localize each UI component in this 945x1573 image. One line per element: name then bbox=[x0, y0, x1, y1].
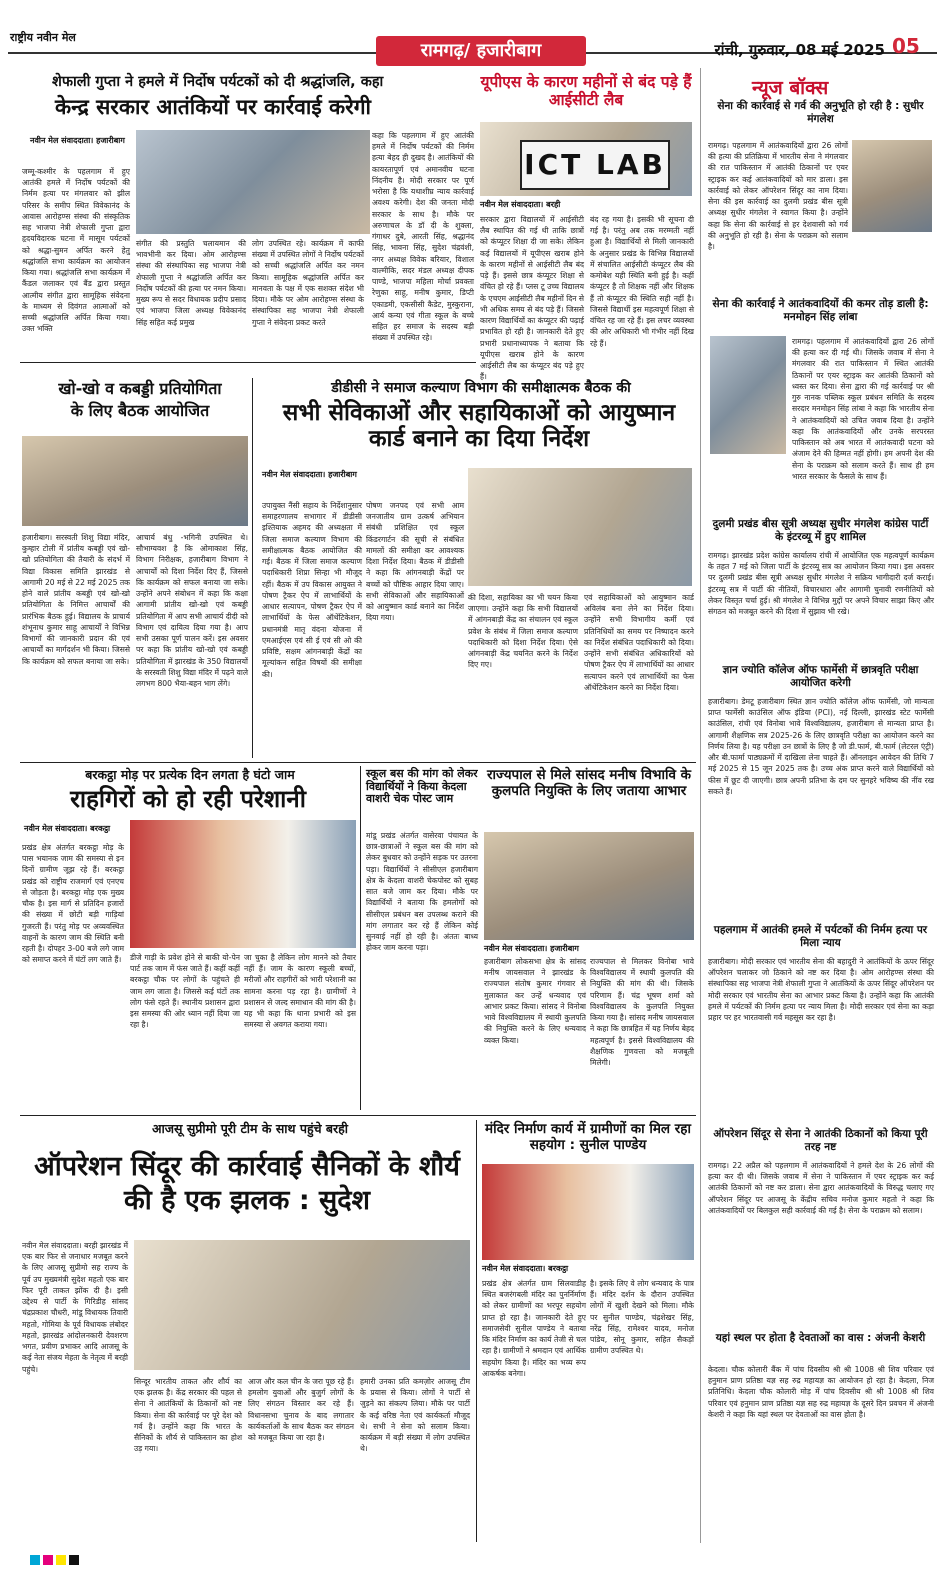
a8-body-col2: सिन्दूर भारतीय ताकत और शौर्य का एक झलक है। केंद्र सरकार की पहल से सेना ने आतंकियों के ठिकानों को नष्ट किया। सेना की कार्रवाई पर पूरे देश को गर्व है। उन्होंने कहा कि भारत के सैनिकों के शौर्य से पाकिस्तान का होश उड़ गया। bbox=[134, 1377, 242, 1454]
a7-body-col2: राज्यपाल से मिलकर विनोबा भावे विश्वविद्यालय में स्थायी कुलपति की नियुक्ति की मांग की थी। जिसके परिणाम हैं। चंद्र भूषण शर्मा को विश्वविद्यालय के कुलपति नियुक्त किया गया है। सांसद मनीष जायसवाल ने कहा कि छात्रहित में यह निर्णय बेहद महत्वपूर्ण है। इससे विश्वविद्यालय की शैक्षणिक गुणवत्ता को मजबूती मिलेगी। bbox=[590, 957, 695, 1068]
a7-byline: नवीन मेल संवाददाता। हजारीबाग bbox=[484, 944, 579, 953]
black-mark bbox=[69, 1555, 79, 1565]
a6-body: मांडू प्रखंड अंतर्गत वासेरवा पंचायत के छात्र-छात्राओं ने स्कूल बस की मांग को लेकर बुधवार को उन्होंने सड़क पर उतरना पड़ा। विद्यार्थियों ने सीसीएल हजारीबाग क्षेत्र के केदला वाशरी चेकपोस्ट को सुबह सात बजे जाम कर दिया। मौके पर विद्यार्थियों ने बताया कि हमलोगों को सीसीएल प्रबंधन बस उपलब्ध कराने की मांग लगातार कर रहे हैं लेकिन कोई सुनवाई नहीं हो रही है। अंततः बाध्य होकर जाम करना पड़ा। bbox=[366, 831, 478, 953]
ict-lab-sign: ICT LAB bbox=[520, 140, 670, 190]
a4-byline: नवीन मेल संवाददाता। हजारीबाग bbox=[262, 470, 357, 479]
section-title: रामगढ़/ हजारीबाग bbox=[376, 36, 586, 66]
a4-photo-meeting bbox=[468, 468, 692, 586]
a8-headline: ऑपरेशन सिंदूर की कार्रवाई सैनिकों के शौर्य की है एक झलक : सुदेश bbox=[34, 1151, 460, 1216]
a5-photo-traffic bbox=[130, 820, 356, 948]
magenta-mark bbox=[43, 1555, 53, 1565]
n2-portrait bbox=[710, 336, 786, 454]
a4-body-col1: उपायुक्त नैंसी सहाय के निर्देशानुसार समाहरणालय सभागार में डीडीसी इश्तियाक अहमद की अध्यक्षता में जिला समाज कल्याण विभाग की समीक्षात्मक बैठक आयोजित की गई। बैठक में जिला समाज कल्याण पदाधिकारी शिप्रा सिन्हा भी मौजूद रहीं। बैठक में उप विकास आयुक्त ने पोषण ट्रैकर ऐप में लाभार्थियों के आधार सत्यापन, पोषण ट्रैकर ऐप में लाभार्थियों के फेस ऑथेंटिकेशन, प्रधानमंत्री मातृ वंदना योजना में एमआईएस एवं सी ई एवं सी ओ की प्रविष्टि, सक्षम आंगनबाड़ी केंद्रों का मूल्यांकन सहित विषयों की समीक्षा की। bbox=[262, 501, 362, 679]
a3-headline-2: के लिए बैठक आयोजित bbox=[70, 401, 210, 420]
a4-body-col4: एवं सहायिकाओं को आयुष्मान कार्ड अविलंब बना लेने का निर्देश दिया। उन्होंने सभी विभागीय कर्मी एवं प्रतिनिधियों का समय पर निष्पादन करने का निर्देश संबंधित पदाधिकारी को दिया। उन्होंने सभी संबंधित अधिकारियों को पोषण ट्रैकर ऐप में लाभार्थियों का आधार सत्यापन करने एवं लाभार्थियों का फेस ऑथेंटिकेशन करने का निर्देश दिया। bbox=[584, 593, 694, 692]
n2-headline: सेना की कार्रवाई ने आतंकवादियों की कमर तोड़ डाली है: मनमोहन सिंह लांबा bbox=[712, 298, 929, 324]
a3-photo-meeting bbox=[22, 436, 248, 526]
n7-headline: यहां स्थल पर होता है देवताओं का वास : अंजनी केशरी bbox=[715, 1332, 926, 1344]
divider bbox=[476, 1120, 477, 1542]
a5-headline: राहगिरों को हो रही परेशानी bbox=[70, 785, 306, 813]
n1-body: रामगढ़। पहलगाम में आतंकवादियों द्वारा 26 लोगों की हत्या की प्रतिक्रिया में भारतीय सेना ने मंगलवार की रात पाकिस्तान में आतंकी ठिकानों पर एयर स्ट्राइक कर कई आतंकवादियों को मार डाला। इस कार्रवाई को लेकर ऑपरेशन सिंदूर का नाम दिया। सेना की इस कार्रवाई का दुलमी प्रखंड बीस सूत्री अध्यक्ष सुधीर मंगलेश ने स्वागत किया है। उन्होंने कहा कि सेना की कार्रवाई से हर देशवासी को गर्व की अनुभूति हो रही है। सेना के पराक्रम को सलाम है। bbox=[708, 141, 848, 252]
n5-headline: पहलगाम में आतंकी हमले में पर्यटकों की निर्मम हत्या पर मिला न्याय bbox=[713, 924, 928, 950]
cyan-mark bbox=[30, 1555, 40, 1565]
a8-kicker: आजसू सुप्रीमो पूरी टीम के साथ पहुंचे बरही bbox=[151, 1121, 348, 1136]
n7-body: केदला। चौक कोलारी बैंक में पांच दिवसीय श्री श्री 1008 श्री शिव परिवार एवं हनुमान प्राण प्रतिष्ठा यज्ञ सह रुद्र महायज्ञ का आयोजन हो रहा है। केदला, निज प्रतिनिधि। केदला चौक कोलारी मोड़ में पांच दिवसीय श्री श्री 1008 श्री शिव परिवार एवं हनुमान प्राण प्रतिष्ठा यज्ञ सह रुद्र महायज्ञ के दूसरे दिन प्रवचन में अंजनी केशरी ने कहा कि यहां स्थल पर देवताओं का वास होता है। bbox=[708, 1365, 934, 1419]
a1-photo-tribute bbox=[136, 130, 370, 234]
a4-body-col2: पोषण जनपद एवं सभी आम जनजातीय ग्राम उत्कर्ष अभियान संबंधी प्रशिक्षित एवं स्कूल किंडरगार्टन की सूची से संबंधित मामलों की समीक्षा कर आवश्यक दिशा निर्देश दिया। बैठक में डीडीसी ने कहा कि आंगनबाड़ी केंद्रों पर बच्चों को पौष्टिक आहार दिया जाए। सभी सेविकाओं और सहायिकाओं को आयुष्मान कार्ड बनाने का निर्देश दिया गया। bbox=[366, 501, 464, 623]
a1-body-col2: संगीत की प्रस्तुति चलायमान की भावभीनी कर दिया। ओम आरोहण्स संस्था की संस्थापिका सह भाजपा नेत्री शेफाली गुप्ता ने श्रद्धांजलि अर्पित कर निर्दोष पर्यटकों की हत्या पर नमन किया। मुख्य रूप से सदर विधायक प्रदीप प्रसाद एवं भाजपा जिला अध्यक्ष विवेकानंद सिंह सहित कई प्रमुख bbox=[136, 239, 246, 327]
a7-photo bbox=[484, 832, 694, 940]
n4-body: हजारीबाग। डेमटू हजारीबाग स्थित ज्ञान ज्योति कॉलेज ऑफ फार्मेसी, जो मान्यता प्राप्त फार्मेसी काउंसिल ऑफ इंडिया (PCI), नई दिल्ली, झारखंड स्टेट फार्मेसी काउंसिल, रांची एवं विनोबा भावे विश्वविद्यालय, हजारीबाग से मान्यता प्राप्त है। आगामी शैक्षणिक सत्र 2025-26 के लिए छात्रवृति परीक्षा का आयोजन करने का निर्णय लिया है। यह परीक्षा उन छात्रों के लिए है जो डी.फार्म, बी.फार्म (लेटरल एंट्री) और बी.फार्मा पाठ्यक्रमों में दाखिला लेना चाहते हैं। ऑनलाइन आवेदन की तिथि 7 मई 2025 से 15 जून 2025 तक है। उच्च अंक प्राप्त करने वाले विद्यार्थियों को फीस में छूट दी जाएगी। छात्र अपनी प्रतिभा के दम पर सुनहरे भविष्य की नींव रख सकते हैं। bbox=[708, 697, 934, 796]
a5-body-col3: जा चुका है लेकिन लोग मानने को तैयार नहीं हैं। जाम के कारण स्कूली बच्चों, मरीजों और राहगीरों को भारी परेशानी का सामना करना पड़ रहा है। ग्रामीणों ने प्रशासन से जल्द समाधान की मांग की है। यह भी कहा कि थाना प्रभारी को इस समस्या से अवगत कराया गया। bbox=[244, 953, 356, 1030]
newspaper-logo: राष्ट्रीय नवीन मेल bbox=[10, 31, 76, 44]
n3-body: रामगढ़। झारखंड प्रदेश कांग्रेस कार्यालय रांची में आयोजित एक महत्वपूर्ण कार्यक्रम के तहत 7 मई को जिला पार्टी के इंटरव्यू सत्र का आयोजन किया गया। इस अवसर पर दुलमी प्रखंड बीस सूत्री अध्यक्ष सुधीर मंगलेश ने सक्रिय भागीदारी दर्ज कराई। इंटरव्यू सत्र में पार्टी की नीतियों, विचारधारा और आगामी चुनावी रणनीतियों को लेकर विस्तृत चर्चा हुई। श्री मंगलेश ने विभिन्न मुद्दों पर अपने विचार साझा किए और संगठन को मजबूत करने की दिशा में सुझाव भी रखे। bbox=[708, 551, 934, 617]
divider bbox=[20, 1115, 696, 1116]
divider bbox=[252, 378, 253, 758]
n2-body: रामगढ़। पहलगाम में आतंकवादियों द्वारा 26 लोगों की हत्या कर दी गई थी। जिसके जवाब में सेना ने मंगलवार की रात पाकिस्तान में स्थित आतंकी ठिकानों पर एयर स्ट्राइक कर आतंकी ठिकानों को ध्वस्त कर दिया। सेना द्वारा की गई कार्रवाई पर श्री गुरु नानक पब्लिक स्कूल प्रबंधन समिति के सदस्य सरदार मनमोहन सिंह लांबा ने कहा कि भारतीय सेना ने आतंकवादियों को उचित जवाब दिया है। उन्होंने कहा कि आतंकवादियों और उनके सरपरस्त पाकिस्तान को अब भारत में आतंकवादी घटना को अंजाम देने की हिम्मत नहीं होगी। हम अपनी देश की सेना के पराक्रम को सलाम करते हैं। साथ ही हम भारत सरकार के फैसले के साथ हैं। bbox=[792, 337, 934, 481]
a1-byline: नवीन मेल संवाददाता। हजारीबाग bbox=[30, 136, 125, 145]
a7-body-col1: हजारीबाग लोकसभा क्षेत्र के सांसद मनीष जायसवाल ने झारखंड के राज्यपाल संतोष कुमार गंगवार से मुलाकात कर उन्हें धन्यवाद एवं आभार प्रकट किया। सांसद ने विनोबा भावे विश्वविद्यालय में स्थायी कुलपति की नियुक्ति करने के लिए धन्यवाद व्यक्त किया। bbox=[484, 957, 586, 1045]
n6-body: रामगढ़। 22 अप्रैल को पहलगाम में आतंकवादियों ने हमले देश के 26 लोगों की हत्या कर दी थी। जिसके जवाब में सेना ने पाकिस्तान में एयर स्ट्राइक कर कई आतंकी ठिकानों को नष्ट कर डाला। सेना द्वारा आतंकवादियों के विरुद्ध चलाए गए ऑपरेशन सिंदूर पर आजसू के केंद्रीय सचिव मनोज कुमार महतो ने कहा कि आतंकवादियों पर बिलकुल सही कार्रवाई की गई है। सेना के पराक्रम को सलाम। bbox=[708, 1161, 934, 1215]
a5-body-col1: प्रखंड क्षेत्र अंतर्गत बरकट्ठा मोड़ के पास भयानक जाम की समस्या से इन दिनों ग्रामीण जूझ रहे हैं। बरकट्ठा प्रखंड को राष्ट्रीय राजमार्ग एवं एनएच से जोड़ता है। बरकट्ठा मोड़ एक मुख्य चौक है। इस मार्ग से प्रतिदिन हजारों की संख्या में छोटी बड़ी गाड़ियां गुजरती हैं। परंतु मोड़ पर अव्यवस्थित वाहनों के कारण जाम की स्थिति बनी रहती है। दोपहर 3-00 बजे लगे जाम को समाप्त करने में घंटों लग जाते हैं। bbox=[22, 843, 124, 965]
a4-body-col3: की दिशा, सहायिका का भी चयन किया जाएगा। उन्होंने कहा कि सभी विद्यालयों में आंगनबाड़ी केंद्र का संचालन एवं स्कूल प्रवेश के संबंध में जिला समाज कल्याण पदाधिकारी को दिशा निर्देश दिया। ऐसे आंगनबाड़ी केंद्र चयनित करने के निर्देश दिए गए। bbox=[468, 593, 578, 670]
n4-headline: ज्ञान ज्योति कॉलेज ऑफ फार्मेसी में छात्रवृति परीक्षा आयोजित करेगी bbox=[722, 664, 919, 690]
n5-body: हजारीबाग। मोदी सरकार एवं भारतीय सेना की बहादुरी ने आतंकियों के ऊपर सिंदूर ऑपरेशन चलाकर जो ठिकाने को नष्ट कर दिया है। ओम आरोहण्स संस्था की संस्थापिका सह भाजपा नेत्री शेफाली गुप्ता ने आतंकियों के ऊपर सिंदूर ऑपरेशन पर मोदी सरकार एवं भारतीय सेना का आभार प्रकट किया है। उन्होंने कहा कि आतंकी हमले में पर्यटकों की निर्मम हत्या पर न्याय मिला है। मोदी सरकार एवं सेना का कड़ा प्रहार पर हर भारतवासी गर्व महसूस कर रहा है। bbox=[708, 957, 934, 1023]
a5-body-col2: डीजे गाड़ी के प्रवेश होने से बाकी यो-पेन पार्ट तक जाम में फंस जाते हैं। कहीं कहीं बरकट्ठा चौक पर लोगों के पहुंचते ही जाम लग जाता है। जिससे कई घंटों तक लोग फंसे रहते हैं। स्थानीय प्रशासन द्वारा इस समस्या की ओर ध्यान नहीं दिया जा रहा है। bbox=[130, 953, 240, 1030]
n1-headline: सेना की कार्रवाई से गर्व की अनुभूति हो रही है : सुधीर मंगलेश bbox=[717, 100, 924, 126]
a2-body-col2: बंद रह गया है। इसकी भी सूचना दी गई है। परंतु अब तक मरम्मती नहीं हुआ है। विद्यार्थियों से मिली जानकारी के अनुसार प्रखंड के विभिन्न विद्यालयों में संचालित आईसीटी कंप्यूटर लैब की कमोबेश यही स्थिति बनी हुई है। कहीं कंप्यूटर है तो शिक्षक नहीं और शिक्षक हैं तो कंप्यूटर की स्थिति सही नहीं है। जिससे विद्यार्थी इस महत्वपूर्ण शिक्षा से वंचित रह जा रहे हैं। इस लचर व्यवस्था की ओर अधिकारी भी गंभीर नहीं दिख रहे हैं। bbox=[590, 215, 694, 348]
a1-body-col4: कहा कि पहलगाम में हुए आतंकी हमले में निर्दोष पर्यटकों की निर्मम हत्या बेहद ही दुखद है। आतंकियों की कायरतापूर्ण एवं अमानवीय घटना निंदनीय है। मोदी सरकार पर पूर्ण भरोसा है कि यथाशीघ्र न्याय कार्रवाई अवश्य करेगी। देश की जनता मोदी सरकार के साथ है। मौके पर अरुणाचल के डॉ दी के शुक्ला, गंगाधर दुबे, आरती सिंह, श्रद्धानंद सिंह, भावना सिंह, सुदेश चंद्रवंशी, नगर अध्यक्ष विवेक बरियार, विशाल वाल्मीकि, सदर मंडल अध्यक्ष दीपक पाण्डे, भाजपा महिला मोर्चा प्रवक्ता रेणुका साहू, मनीष कुमार, डिप्टी एकाडमी, एकसीसी कैडेट, मुस्कुराना, आर्य कन्या एवं गीता स्कूल के बच्चे सहित हर समाज के सदस्य बड़ी संख्या में उपस्थित रहे। bbox=[372, 131, 474, 343]
a7-headline: राज्यपाल से मिले सांसद मनीष विभावि के कुलपति नियुक्ति के लिए जताया आभार bbox=[486, 767, 692, 799]
a5-kicker: बरकट्ठा मोड़ पर प्रत्येक दिन लगता है घंटो जाम bbox=[85, 767, 295, 782]
a2-byline: नवीन मेल संवाददाता। बरही bbox=[480, 200, 561, 209]
a5-byline: नवीन मेल संवाददाता। बरकट्ठा bbox=[24, 824, 111, 833]
a9-photo bbox=[482, 1164, 694, 1260]
a1-body-col1: जम्मू-कश्मीर के पहलगाम में हुए आतंकी हमले में निर्दोष पर्यटकों की निर्मम हत्या पर मंगलवार को झील परिसर के समीप स्थित विवेकानंद के आवास आरोहण्स संस्था की संस्कृतिक सह भाजपा नेत्री शेफाली गुप्ता द्वारा हृदयविदारक घटना में मासूम पर्यटकों को श्रद्धा-सुमन अर्पित करने हेतु श्रद्धांजलि सभा कार्यक्रम का आयोजन किया गया। श्रद्धांजलि सभा कार्यक्रम में कैंडल जलाकर एवं बैंड द्वारा प्रस्तुत आत्मीय संगीत द्वारा सामूहिक संवेदना के माध्यम से दिवंगत आत्माओं को सच्ची श्रद्धांजलि अर्पित किया गया। उक्त भक्ति bbox=[22, 167, 130, 334]
divider bbox=[20, 362, 476, 363]
a9-body-col1: प्रखंड क्षेत्र अंतर्गत ग्राम सिलवाडीह स्थित बजरंगबली मंदिर का पुनर्निर्माण को लेकर ग्रामीणों का भरपूर सहयोग प्राप्त हो रहा है। जानकारी देते हुए समाजसेवी सुनील पाण्डेय ने बताया कि मंदिर निर्माण का कार्य तेजी से चल रहा है। ग्रामीणों ने श्रमदान एवं आर्थिक सहयोग किया है। मंदिर का भव्य रूप आकर्षक बनेगा। bbox=[482, 1279, 586, 1378]
dateline: रांची, गुरुवार, 08 मई 2025 bbox=[714, 41, 885, 59]
n3-headline: दुलमी प्रखंड बीस सूत्री अध्यक्ष सुधीर मंगलेश कांग्रेस पार्टी के इंटरव्यू में हुए शामिल bbox=[712, 518, 929, 544]
a4-headline: सभी सेविकाओं और सहायिकाओं को आयुष्मान कार्ड बनाने का दिया निर्देश bbox=[282, 400, 676, 453]
divider bbox=[360, 766, 361, 1110]
a6-kicker: स्कूल बस की मांग को लेकर विद्यार्थियों ने किया केदला वाशरी चेक पोस्ट जाम bbox=[366, 767, 478, 806]
divider bbox=[20, 762, 696, 763]
a9-byline: नवीन मेल संवाददाता। बरकट्ठा bbox=[482, 1264, 569, 1273]
a3-headline-1: खो-खो व कबड्डी प्रतियोगिता bbox=[58, 379, 222, 398]
page-number: 05 bbox=[892, 34, 920, 58]
a9-headline: मंदिर निर्माण कार्य में ग्रामीणों का मिल रहा सहयोग : सुनील पाण्डेय bbox=[485, 1121, 691, 1153]
a1-headline: केन्द्र सरकार आतंकियों पर कार्रवाई करेगी bbox=[55, 95, 371, 119]
n1-portrait bbox=[852, 140, 932, 232]
news-box-title: न्यूज बॉक्स bbox=[752, 77, 829, 99]
a2-body-col1: सरकार द्वारा विद्यालयों में आईसीटी लैब स्थापित की गई थी ताकि छात्रों को कंप्यूटर शिक्षा दी जा सके। लेकिन कई विद्यालयों में यूपीएस खराब होने के कारण महीनों से आईसीटी लैब बंद पड़े हैं। इससे छात्र कंप्यूटर शिक्षा से वंचित हो रहे हैं। प्लस टू उच्च विद्यालय के एचएम आईसीटी लैब महीनों दिन से भी अधिक समय से बंद पड़े हैं। जिससे कारण विद्यार्थियों का कंप्यूटर की पढ़ाई प्रभावित हो रही है। जानकारी देते हुए प्रभारी प्रधानाध्यापक ने बताया कि यूपीएस खराब होने के कारण आईसीटी लैब का कंप्यूटर बंद पड़े हुए हैं। bbox=[480, 215, 585, 382]
a2-headline: यूपीएस के कारण महीनों से बंद पड़े हैं आईसीटी लैब bbox=[480, 73, 692, 109]
a4-kicker: डीडीसी ने समाज कल्याण विभाग की समीक्षात्मक बैठक की bbox=[331, 380, 631, 396]
a1-body-col3: लोग उपस्थित रहे। कार्यक्रम में काफी संख्या में उपस्थित लोगों ने निर्दोष पर्यटकों को सच्ची श्रद्धांजलि अर्पित कर नमन किया। सामूहिक श्रद्धांजलि अर्पित कर मानवता के पक्ष में एक सशक्त संदेश भी दिया। मौके पर ओम आरोहण्स संस्था के संस्थापिका सह भाजपा नेत्री शेफाली गुप्ता ने संवेदना प्रकट करते bbox=[252, 239, 364, 327]
n6-headline: ऑपरेशन सिंदूर से सेना ने आतंकी ठिकानों को किया पूरी तरह नष्ट bbox=[713, 1128, 928, 1154]
yellow-mark bbox=[56, 1555, 66, 1565]
a9-body-col2: है। इसके लिए वे लोग धन्यवाद के पात्र हैं। मंदिर दर्शन के दौरान उपस्थित लोगों में खुशी देखने को मिला। मौके पर सुनील पाण्डेय, चंद्रशेखर सिंह, नरेंद्र सिंह, रामेश्वर यादव, मनोज पांडेय, सोनू कुमार, सहित सैकड़ों ग्रामीण उपस्थित थे। bbox=[590, 1279, 694, 1356]
print-registration-marks bbox=[30, 1550, 920, 1560]
a8-photo-group bbox=[134, 1240, 470, 1370]
a8-body-col1: नवीन मेल संवाददाता। बरही झारखंड में एक बार फिर से जनाधार मजबूत करने के लिए आजसू सुप्रीमो सह राज्य के पूर्व उप मुख्यमंत्री सुदेश महतो एक बार फिर पूरी ताकत झोंक दी है। इसी उद्देश्य से पार्टी के गिरिडीह सांसद चंद्रप्रकाश चौधरी, मांडू विधायक तिवारी महतो, गोमिया के पूर्व विधायक लंबोदर महतो, झारखंड आंदोलनकारी देवशरण भगत, प्रवीण प्रभाकर आदि आजसू के कई नेता संजय मेहता के नेतृत्व में बरही पहुंचे। bbox=[22, 1241, 128, 1374]
a3-body-col1: हजारीबाग। सरस्वती शिशु विद्या मंदिर, कुम्हार टोली में प्रांतीय कबड्डी एवं खो-खो प्रतियोगिता की तैयारी के संदर्भ में विद्या विकास समिति झारखंड से आगामी 20 मई से 22 मई 2025 तक होने वाले प्रांतीय कबड्डी एवं खो-खो प्रतियोगिता के निमित्त आचार्यों की प्रारंभिक बैठक हुई। विद्यालय के प्राचार्य शंभूनाथ कुमार साहू आचार्यों ने विभिन्न विभागों की जानकारी प्रदान की एवं आचार्यों का मार्गदर्शन भी किया। जिससे कि कार्यक्रम को सफल बनाया जा सके। bbox=[22, 533, 130, 666]
a8-body-col4: हमारी उनका प्रति कमज़ोर आजसू टीम के प्रयास से किया। लोगों ने पार्टी से जुड़ने का संकल्प लिया। मौके पर पार्टी के कई वरिष्ठ नेता एवं कार्यकर्ता मौजूद थे। सभी ने सेना को सलाम किया। कार्यक्रम में बड़ी संख्या में लोग उपस्थित थे। bbox=[360, 1377, 470, 1454]
a2-photo bbox=[480, 122, 692, 196]
a8-body-col3: आज और कल चीन के जरा पूछ रहे हैं। हमलोग युवाओं और बुजुर्ग लोगों के लिए संगठन विस्तार कर रहे हैं। विधानसभा चुनाव के बाद लगातार कार्यकर्ताओं के साथ बैठक कर संगठन को मजबूत किया जा रहा है। bbox=[248, 1377, 354, 1443]
a3-body-col2: आचार्य बंधु -भगिनी उपस्थित थे। सौभाग्यवश है कि ओमाकाश सिंह, विभाग निरीक्षक, हजारीबाग विभाग ने आचार्यों को दिशा निर्देश दिए हैं, जिससे कि कार्यक्रम को सफल बनाया जा सके। उन्होंने अपने संबोधन में कहा कि कक्षा आगामी प्रांतीय खो-खो एवं कबड्डी प्रतियोगिता में आप सभी आचार्य दीदी को विभाग एवं दायित्व दिया गया है। आप सभी उसका पूर्ण पालन करें। इस अवसर पर कहा कि प्रांतीय खो-खो एवं कबड्डी प्रतियोगिता में झारखंड के 350 विद्यालयों के सरस्वती शिशु विद्या मंदिर में पढ़ने वाले लगभग 800 भैया-बहन भाग लेंगे। bbox=[136, 533, 249, 689]
a1-kicker: शेफाली गुप्ता ने हमले में निर्दोष पर्यटकों को दी श्रद्धांजलि, कहा bbox=[52, 74, 384, 90]
